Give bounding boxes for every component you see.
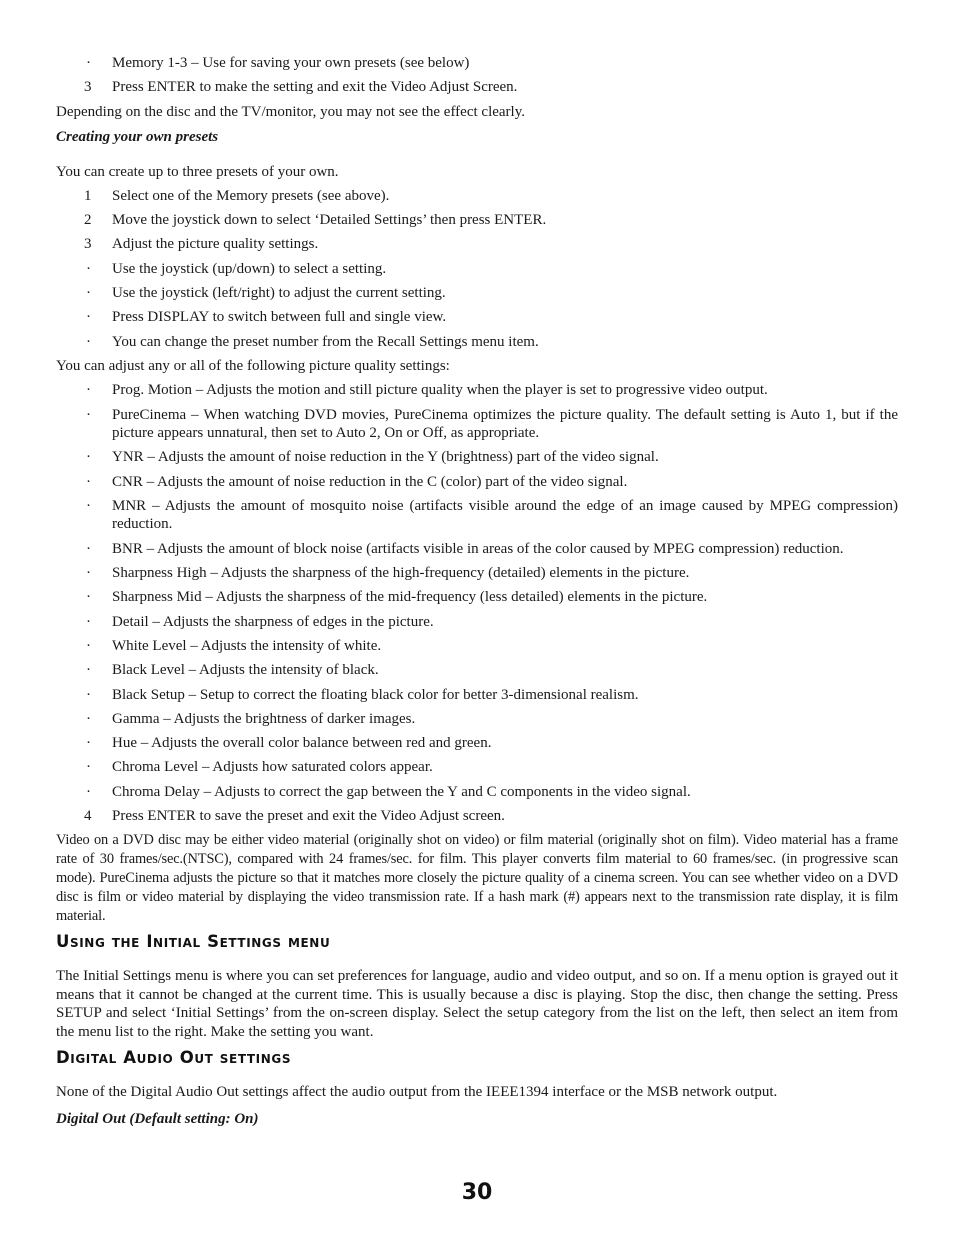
bullet-marker: · — [86, 260, 91, 277]
list-item — [56, 406, 898, 443]
list-item — [56, 613, 898, 632]
list-item — [56, 448, 898, 467]
list-item — [56, 211, 898, 230]
bullet-marker: · — [86, 735, 91, 752]
paragraph-depending: Depending on the disc and the TV/monitor, you may not see the effect clearly. — [56, 103, 525, 120]
list-item — [56, 564, 898, 583]
step-number: 2 — [84, 212, 92, 229]
list-item-text: BNR – Adjusts the amount of block noise (artifacts visible in areas of the color caused by MPEG compression) reduction. — [112, 540, 844, 557]
list-item — [56, 783, 898, 802]
list-item — [56, 588, 898, 607]
list-preset-steps — [56, 187, 898, 351]
list-item — [56, 187, 898, 206]
bullet-marker: · — [86, 783, 91, 800]
bullet-marker: · — [86, 55, 91, 71]
step-number: 3 — [84, 236, 92, 253]
bullet-marker: · — [86, 589, 91, 606]
subheading-creating-presets: Creating your own presets — [56, 129, 219, 146]
bullet-marker: · — [86, 565, 91, 582]
list-item-text: Chroma Delay – Adjusts to correct the gap between the Y and C components in the video signal. — [112, 783, 691, 800]
step-number: 1 — [84, 187, 92, 204]
list-item — [56, 807, 898, 826]
list-item — [56, 308, 898, 327]
section-heading-initial-settings: Using the Initial Settings menu — [56, 932, 331, 952]
bullet-marker: · — [86, 686, 91, 703]
list-item-text: Black Setup – Setup to correct the floating black color for better 3-dimensional realism. — [112, 686, 639, 703]
bullet-marker: · — [86, 637, 91, 654]
bullet-marker: · — [86, 333, 91, 350]
list-item — [56, 284, 898, 303]
list-item-text: Use the joystick (up/down) to select a setting. — [112, 260, 387, 277]
list-item-text: MNR – Adjusts the amount of mosquito noise (artifacts visible around the edge of an image caused by MPEG compression) reduction. — [112, 497, 898, 533]
bullet-marker: · — [86, 406, 91, 423]
list-item — [56, 758, 898, 777]
section-heading-digital-audio-out: Digital Audio Out settings — [56, 1048, 292, 1068]
list-item — [56, 381, 898, 400]
list-item-text: Move the joystick down to select ‘Detailed Settings’ then press ENTER. — [112, 212, 547, 229]
list-item-text: Hue – Adjusts the overall color balance between red and green. — [112, 735, 492, 752]
bullet-marker: · — [86, 449, 91, 466]
list-item-text: Press ENTER to save the preset and exit the Video Adjust screen. — [112, 808, 505, 825]
list-item-text: YNR – Adjusts the amount of noise reduction in the Y (brightness) part of the video signal. — [112, 449, 659, 466]
list-item — [56, 661, 898, 680]
list-item — [56, 473, 898, 492]
list-item-text: Sharpness High – Adjusts the sharpness of the high-frequency (detailed) elements in the picture. — [112, 565, 690, 582]
list-picture-settings — [56, 381, 898, 825]
bullet-marker: · — [86, 662, 91, 679]
list-item-text: Black Level – Adjusts the intensity of black. — [112, 662, 379, 679]
paragraph-video-material: Video on a DVD disc may be either video material (originally shot on video) or film material (originally shot on film). Video material has a frame rate of 30 frames/sec.(NTSC), compared with 24 frames/sec. for film. This player converts film material to 60 frames/sec. (in progressive scan mode). PureCinema adjusts the picture so that it matches more closely the picture quality of a cinema screen. You can see whether video on a DVD disc is film or video material by displaying the video transmission rate. If a hash mark (#) appears next to the transmission rate display, it is film material. — [56, 832, 898, 924]
list-item — [56, 235, 898, 254]
bullet-marker: · — [86, 309, 91, 326]
list-item — [56, 78, 898, 97]
bullet-marker: · — [86, 613, 91, 630]
list-memory — [56, 54, 898, 97]
list-item-text: Prog. Motion – Adjusts the motion and still picture quality when the player is set to progressive video output. — [112, 382, 768, 399]
paragraph-digital-audio-out: None of the Digital Audio Out settings affect the audio output from the IEEE1394 interface or the MSB network output. — [56, 1084, 778, 1101]
subheading-digital-out: Digital Out (Default setting: On) — [56, 1110, 259, 1127]
step-number: 4 — [84, 808, 92, 825]
page-content — [56, 54, 898, 1144]
list-item — [56, 637, 898, 656]
bullet-marker: · — [86, 759, 91, 776]
bullet-marker: · — [86, 285, 91, 302]
paragraph-create-presets: You can create up to three presets of your own. — [56, 163, 339, 180]
list-item — [56, 540, 898, 559]
list-item-text: CNR – Adjusts the amount of noise reduction in the C (color) part of the video signal. — [112, 473, 628, 490]
list-item-text: Detail – Adjusts the sharpness of edges in the picture. — [112, 613, 434, 630]
list-item-text: Adjust the picture quality settings. — [112, 236, 319, 253]
page-number: 30 — [461, 1180, 493, 1205]
bullet-marker: · — [86, 473, 91, 490]
paragraph-adjust-settings: You can adjust any or all of the following picture quality settings: — [56, 357, 450, 374]
list-item-text: Press ENTER to make the setting and exit the Video Adjust Screen. — [112, 79, 518, 96]
list-item — [56, 333, 898, 352]
list-item — [56, 686, 898, 705]
list-item — [56, 734, 898, 753]
bullet-marker: · — [86, 710, 91, 727]
list-item — [56, 497, 898, 534]
list-item-text: Memory 1-3 – Use for saving your own presets (see below) — [112, 55, 470, 71]
list-item-text: Chroma Level – Adjusts how saturated colors appear. — [112, 759, 433, 776]
list-item-text: Press DISPLAY to switch between full and single view. — [112, 309, 447, 326]
list-item-text: Select one of the Memory presets (see above). — [112, 187, 390, 204]
list-item — [56, 710, 898, 729]
paragraph-initial-settings: The Initial Settings menu is where you can set preferences for language, audio and video output, and so on. If a menu option is grayed out it means that it cannot be changed at the current time. This is usually because a disc is playing. Stop the disc, then change the setting. Press SETUP and select ‘Initial Settings’ from the on-screen display. Select the setup category from the list on the left, then select an item from the menu list to the right. Make the setting you want. — [56, 968, 898, 1040]
bullet-marker: · — [86, 497, 91, 514]
list-item-text: Sharpness Mid – Adjusts the sharpness of the mid-frequency (less detailed) elements in the picture. — [112, 589, 708, 606]
step-number: 3 — [84, 79, 92, 96]
list-item-text: You can change the preset number from the Recall Settings menu item. — [112, 333, 539, 350]
list-item-text: White Level – Adjusts the intensity of white. — [112, 637, 382, 654]
list-item — [56, 54, 898, 73]
list-item-text: Use the joystick (left/right) to adjust the current setting. — [112, 285, 446, 302]
bullet-marker: · — [86, 540, 91, 557]
list-item-text: PureCinema – When watching DVD movies, PureCinema optimizes the picture quality. The default setting is Auto 1, but if the picture appears unnatural, then set to Auto 2, On or Off, as appropriate. — [112, 406, 898, 442]
list-item — [56, 260, 898, 279]
list-item-text: Gamma – Adjusts the brightness of darker images. — [112, 710, 416, 727]
bullet-marker: · — [86, 382, 91, 399]
